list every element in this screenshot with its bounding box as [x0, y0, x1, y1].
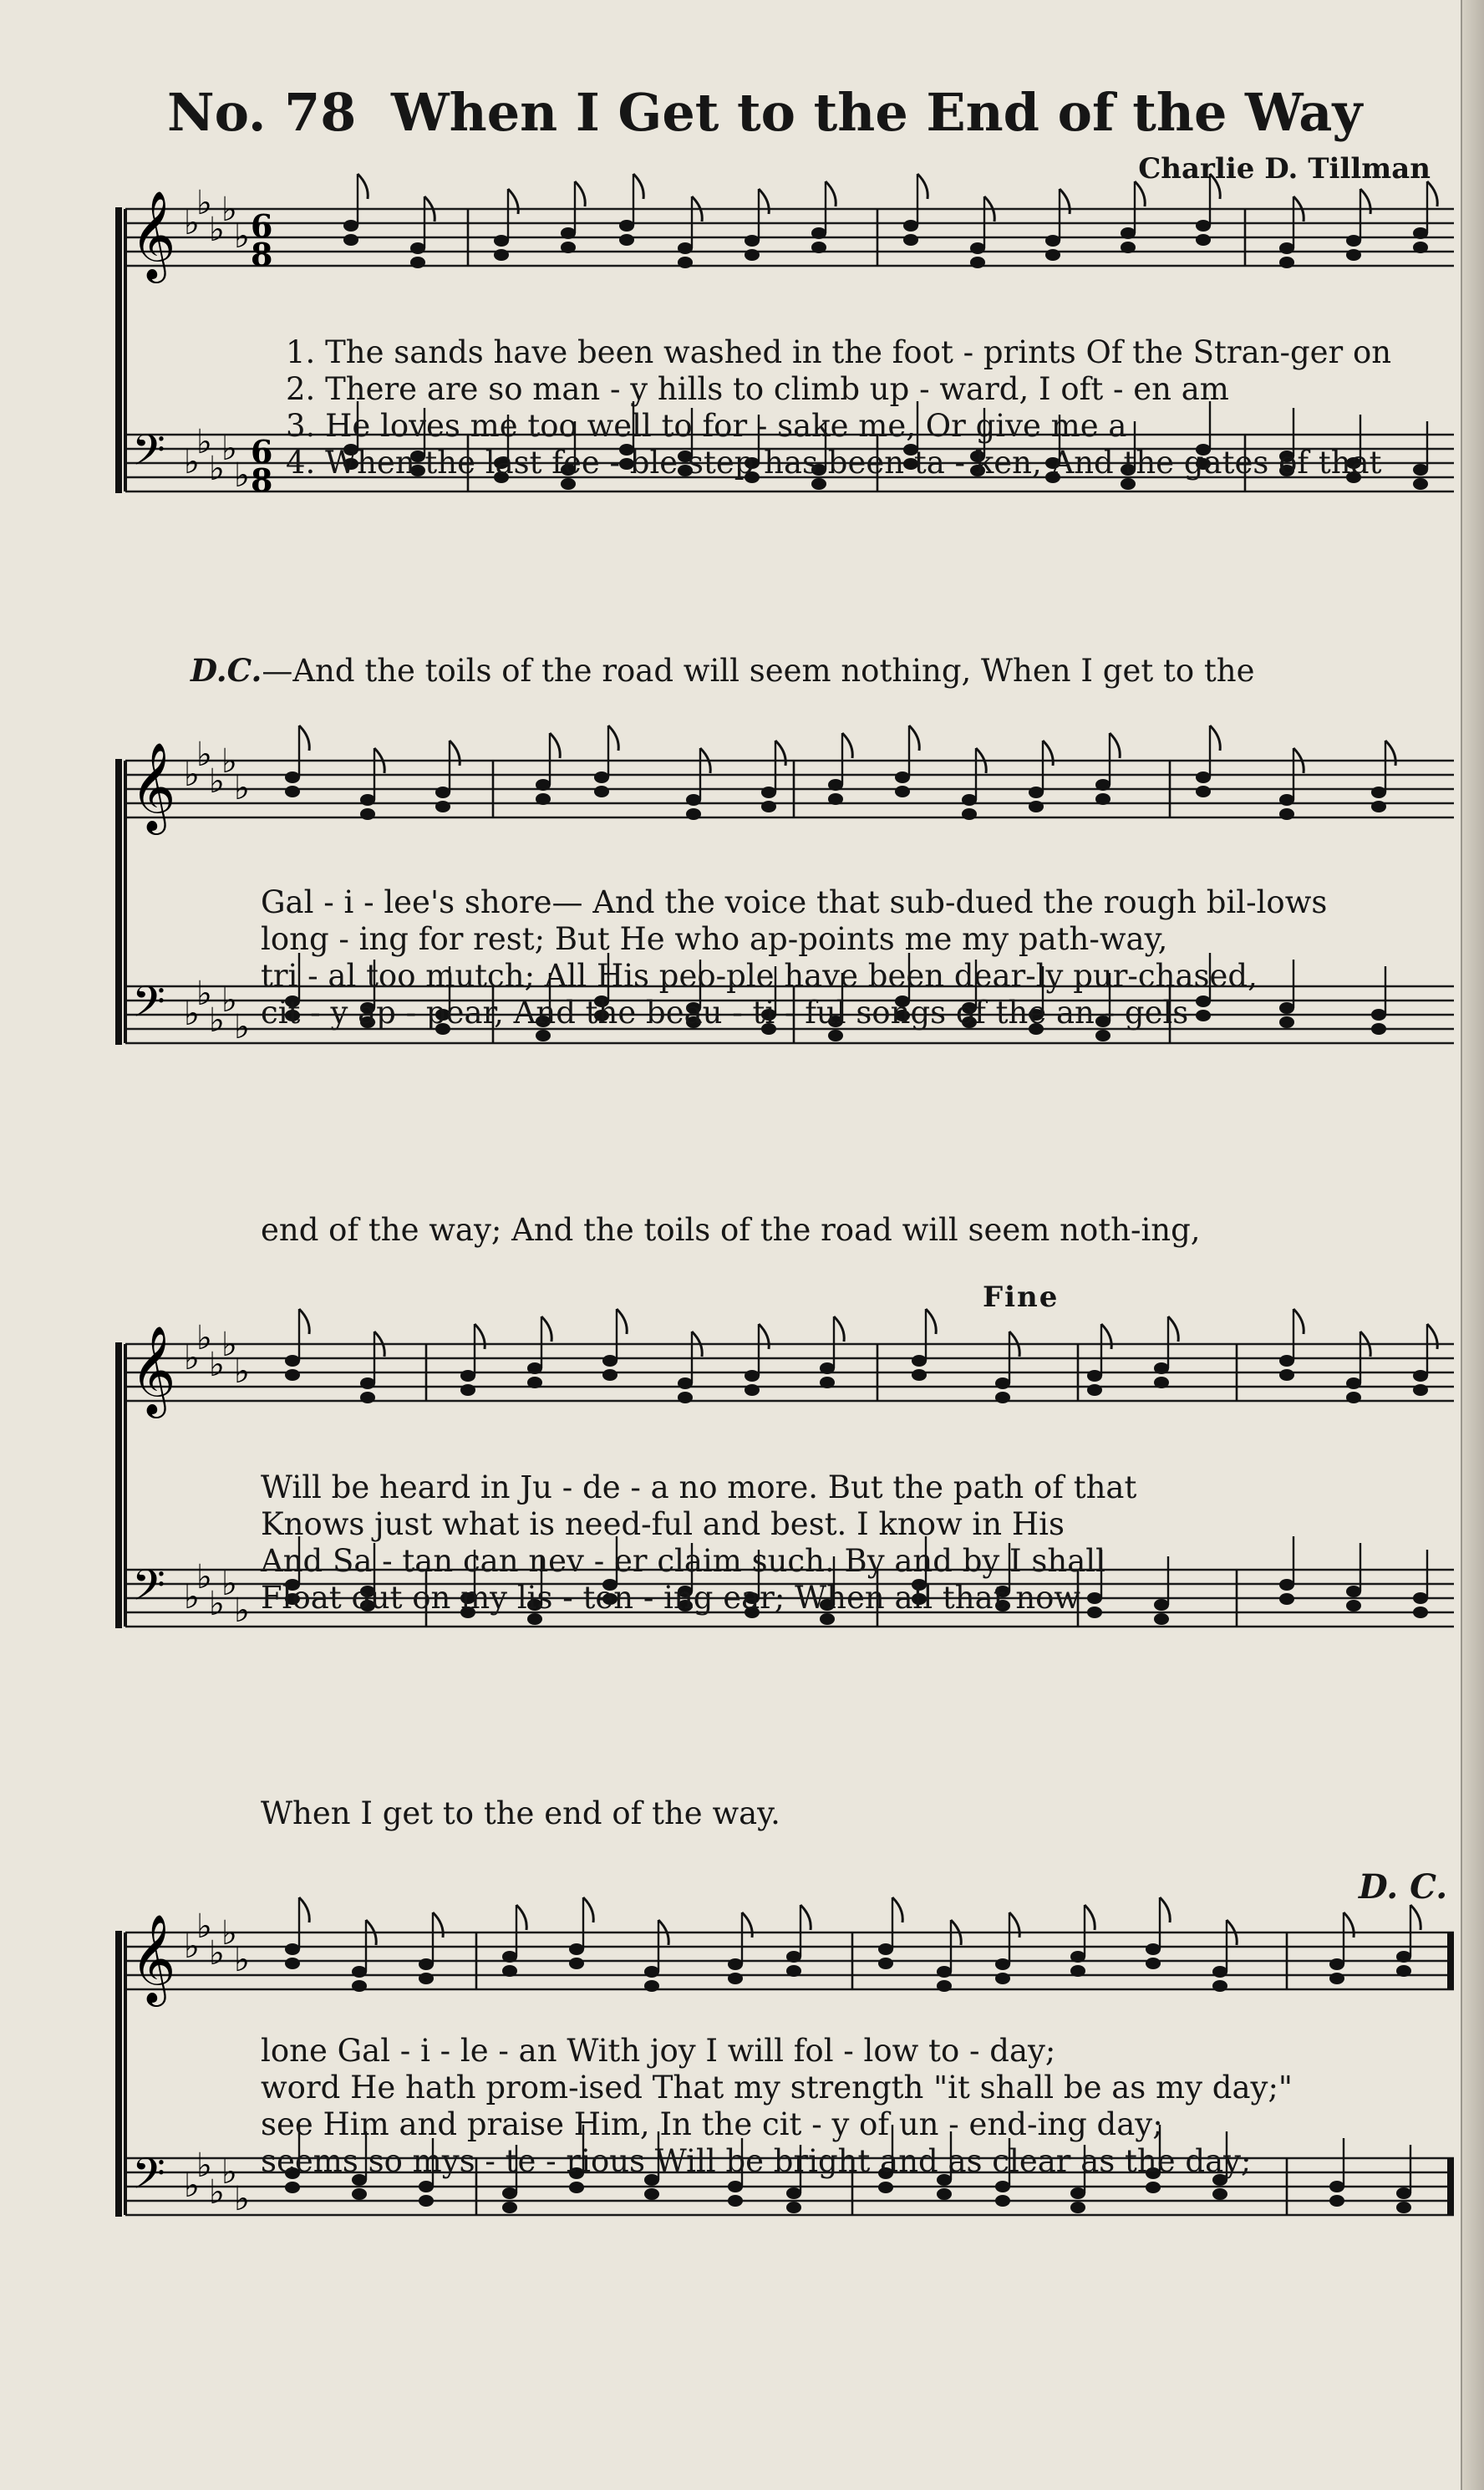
flat-sign: ♭ [184, 995, 200, 1033]
note-flag [583, 1897, 593, 1922]
verse-lyrics-system-4 [261, 2033, 1293, 2180]
notehead [995, 2181, 1010, 2192]
hymn-number: No. 78 [167, 82, 357, 143]
notehead [419, 2181, 434, 2192]
bass-clef: 𝄢 [132, 1560, 165, 1621]
flat-sign: ♭ [209, 211, 225, 249]
notehead [1121, 242, 1136, 253]
flat-sign: ♭ [234, 1941, 250, 1979]
notehead [1346, 249, 1361, 261]
notehead [536, 1030, 551, 1041]
notehead [285, 1369, 300, 1381]
note-flag [1101, 1324, 1111, 1349]
notehead [602, 1355, 617, 1367]
notehead [594, 786, 609, 797]
notehead [1396, 2202, 1411, 2213]
note-flag [633, 174, 643, 199]
note-flag [1160, 1897, 1170, 1922]
notehead [502, 2202, 517, 2213]
notehead [502, 1965, 517, 1977]
lyric-line: Will be heard in Ju - de - a no more. But the path of that [261, 1469, 1137, 1505]
notehead [594, 771, 609, 783]
notehead [1212, 2188, 1227, 2200]
notehead [536, 779, 551, 791]
notehead [1396, 2187, 1411, 2199]
notehead [1095, 793, 1110, 805]
note-flag [1293, 1309, 1304, 1334]
note-flag [1085, 1905, 1095, 1930]
system-bracket [115, 1342, 122, 1628]
note-flag [299, 726, 309, 751]
notehead [1346, 1392, 1361, 1403]
flat-sign: ♭ [196, 1907, 212, 1946]
flat-sign: ♭ [196, 2146, 212, 2185]
system-bracket [115, 207, 122, 493]
flat-sign: ♭ [184, 756, 200, 794]
notehead [1413, 242, 1428, 253]
notehead [419, 2195, 434, 2207]
system-bracket [115, 1931, 122, 2217]
notehead [1371, 1023, 1386, 1035]
notehead [828, 793, 843, 805]
notehead [811, 227, 826, 239]
flat-sign: ♭ [196, 184, 212, 222]
notehead [619, 220, 634, 232]
note-flag [1427, 1324, 1437, 1349]
note-flag [1410, 1905, 1420, 1930]
notehead [1154, 1599, 1169, 1611]
notehead [878, 2182, 893, 2193]
notehead [1279, 242, 1294, 254]
notehead [1371, 801, 1386, 812]
note-flag [541, 1316, 551, 1342]
notehead [1413, 227, 1428, 239]
notehead [1396, 1965, 1411, 1977]
notehead [536, 793, 551, 805]
notehead [360, 794, 375, 806]
notehead [435, 801, 450, 812]
composer-credit: Charlie D. Tillman [1138, 152, 1431, 186]
notehead [360, 1392, 375, 1403]
final-barline [1447, 2158, 1454, 2215]
time-signature: 8 [251, 461, 273, 499]
notehead [728, 1973, 743, 1984]
lyric-line: lone Gal - i - le - an With joy I will fol - low to - day; [261, 2033, 1056, 2069]
note-flag [516, 1905, 526, 1930]
lyric-line: word He hath prom-ised That my strength "it shall be as my day;" [261, 2070, 1293, 2106]
notehead [995, 1392, 1010, 1403]
note-flag [775, 741, 785, 766]
note-flag [1344, 1912, 1354, 1938]
flat-sign: ♭ [184, 2167, 200, 2205]
flat-sign: ♭ [221, 742, 237, 781]
notehead [527, 1377, 542, 1388]
notehead [1329, 2181, 1344, 2192]
notehead [962, 794, 977, 806]
notehead [811, 242, 826, 253]
notehead [460, 1384, 475, 1396]
treble-clef: 𝄞 [130, 190, 176, 279]
lyric-line: And Sa - tan can nev - er claim such. By and by I shall [261, 1543, 1105, 1579]
note-flag [909, 726, 919, 751]
notehead [1196, 234, 1211, 246]
notehead [1346, 1600, 1361, 1612]
time-signature: 6 [251, 207, 273, 245]
bass-lyric-line: end of the way; And the toils of the road will seem noth-ing, [261, 1212, 1201, 1248]
note-flag [892, 1897, 902, 1922]
notehead [352, 1966, 367, 1978]
notehead [912, 1369, 927, 1381]
notehead [1279, 1579, 1294, 1591]
notehead [419, 1958, 434, 1970]
note-flag [475, 1324, 485, 1349]
notehead [937, 2188, 952, 2200]
flat-sign: ♭ [221, 1326, 237, 1364]
notehead [1196, 220, 1211, 232]
notehead [903, 220, 918, 232]
note-flag [1210, 726, 1220, 751]
lyric-line: Knows just what is need-ful and best. I know in His [261, 1506, 1065, 1542]
notehead [678, 257, 693, 268]
note-flag [1043, 741, 1053, 766]
note-flag [1009, 1912, 1019, 1938]
notehead [686, 808, 701, 820]
notehead [1371, 787, 1386, 798]
notehead [1070, 1951, 1085, 1963]
dc-lyric-line [191, 652, 1254, 689]
notehead [678, 1377, 693, 1389]
note-flag [299, 1897, 309, 1922]
notehead [285, 1943, 300, 1955]
notehead [1413, 1370, 1428, 1382]
note-flag [759, 1324, 769, 1349]
notehead [1146, 1958, 1161, 1969]
notehead [1413, 1384, 1428, 1396]
lyric-line: long - ing for rest; But He who ap-points me my path-way, [261, 921, 1168, 957]
notehead [1329, 1973, 1344, 1984]
hymn-title: When I Get to the End of the Way [391, 82, 1363, 143]
notehead [995, 2195, 1010, 2207]
notehead [786, 1951, 801, 1963]
treble-clef: 𝄞 [130, 741, 176, 831]
notehead [995, 1973, 1010, 1984]
note-flag [826, 181, 836, 206]
notehead [352, 2188, 367, 2200]
notehead [786, 1965, 801, 1977]
notehead [569, 1958, 584, 1969]
notehead [494, 249, 509, 261]
notehead [1212, 1966, 1227, 1978]
notehead [878, 1943, 893, 1955]
notehead [820, 1377, 835, 1388]
notehead [903, 234, 918, 246]
flat-sign: ♭ [221, 1565, 237, 1603]
note-flag [917, 174, 928, 199]
notehead [995, 1377, 1010, 1389]
note-flag [1135, 181, 1145, 206]
notehead [1413, 1592, 1428, 1604]
flat-sign: ♭ [221, 981, 237, 1020]
notehead [1095, 779, 1110, 791]
notehead [1121, 227, 1136, 239]
flat-sign: ♭ [234, 1008, 250, 1046]
notehead [970, 242, 985, 254]
notehead [569, 2182, 584, 2193]
flat-sign: ♭ [234, 2180, 250, 2218]
flat-sign: ♭ [196, 975, 212, 1013]
notehead [1029, 787, 1044, 798]
flat-sign: ♭ [184, 1927, 200, 1966]
notehead [962, 808, 977, 820]
flat-sign: ♭ [234, 217, 250, 256]
flat-sign: ♭ [209, 762, 225, 801]
notehead [285, 2182, 300, 2193]
flat-sign: ♭ [234, 1352, 250, 1391]
notehead [1279, 1355, 1294, 1367]
note-flag [1060, 189, 1070, 214]
notehead [410, 257, 425, 268]
notehead [1279, 808, 1294, 820]
notehead [995, 1958, 1010, 1970]
notehead [1087, 1384, 1102, 1396]
notehead [828, 1030, 843, 1041]
time-signature: 6 [251, 433, 273, 471]
lyric-line: 2. There are so man - y hills to climb up - ward, I oft - en am [286, 371, 1229, 407]
notehead [937, 1966, 952, 1978]
notehead [285, 1355, 300, 1367]
notehead [1279, 1593, 1294, 1605]
note-flag [842, 733, 852, 758]
notehead [644, 2188, 659, 2200]
notehead [1279, 1369, 1294, 1381]
notehead [435, 787, 450, 798]
flat-sign: ♭ [221, 1914, 237, 1953]
notehead [1371, 1009, 1386, 1021]
notehead [1070, 2202, 1085, 2213]
lyric-line: Float out on my lis - ten - ing ear; When all that now [261, 1580, 1081, 1616]
notehead [569, 1943, 584, 1955]
note-flag [358, 174, 368, 199]
note-flag [800, 1905, 811, 1930]
treble-clef: 𝄞 [130, 1325, 176, 1414]
notehead [820, 1362, 835, 1374]
note-flag [1427, 181, 1437, 206]
time-signature: 8 [251, 236, 273, 273]
notehead [728, 1958, 743, 1970]
note-flag [1385, 741, 1395, 766]
note-flag [433, 1912, 443, 1938]
bass-lyric-line: —And the toils of the road will seem nothing, When I get to the [262, 653, 1255, 689]
flat-sign: ♭ [221, 430, 237, 468]
note-flag [1360, 189, 1370, 214]
notehead [619, 234, 634, 246]
notehead [1070, 2187, 1085, 2199]
flat-sign: ♭ [184, 1578, 200, 1617]
notehead [360, 808, 375, 820]
bass-clef: 𝄢 [132, 976, 165, 1037]
notehead [678, 1392, 693, 1403]
notehead [912, 1355, 927, 1367]
verse-lyrics-system-3 [261, 1469, 1136, 1617]
flat-sign: ♭ [234, 456, 250, 495]
flat-sign: ♭ [209, 1934, 225, 1973]
notehead [1329, 1958, 1344, 1970]
notehead [745, 235, 760, 247]
notehead [878, 1958, 893, 1969]
notehead [745, 1370, 760, 1382]
notehead [410, 242, 425, 254]
notehead [460, 1370, 475, 1382]
notehead [527, 1362, 542, 1374]
notehead [352, 1980, 367, 1992]
dc-prefix: D.C. [191, 652, 262, 689]
bass-clef: 𝄢 [132, 2148, 165, 2209]
notehead [1070, 1965, 1085, 1977]
note-flag [508, 189, 518, 214]
notehead [285, 786, 300, 797]
note-flag [1110, 733, 1120, 758]
notehead [494, 235, 509, 247]
final-barline [1447, 1932, 1454, 1989]
notehead [1413, 464, 1428, 476]
note-flag [550, 733, 560, 758]
notehead [360, 1377, 375, 1389]
flat-sign: ♭ [209, 1346, 225, 1384]
flat-sign: ♭ [209, 1585, 225, 1623]
note-flag [834, 1316, 844, 1342]
verse-lyrics-system-1 [286, 334, 1391, 481]
lyric-line: tri - al too mutch; All His peo-ple have been dear-ly pur-chased, [261, 958, 1258, 994]
dc-marking: D. C. [1359, 1867, 1448, 1907]
notehead [1196, 786, 1211, 797]
notehead [745, 1384, 760, 1396]
notehead [1413, 1607, 1428, 1618]
note-flag [575, 181, 585, 206]
lyric-line: 1. The sands have been washed in the foot - prints Of the Stran-ger on [286, 334, 1392, 370]
note-flag [926, 1309, 936, 1334]
notehead [1279, 794, 1294, 806]
note-flag [299, 1309, 309, 1334]
note-flag [617, 1309, 627, 1334]
notehead [285, 771, 300, 783]
notehead [644, 1966, 659, 1978]
notehead [343, 220, 358, 232]
notehead [561, 242, 576, 253]
flat-sign: ♭ [209, 1001, 225, 1040]
flat-sign: ♭ [221, 2153, 237, 2192]
notehead [419, 1973, 434, 1984]
notehead [828, 779, 843, 791]
bass-clef: 𝄢 [132, 425, 165, 486]
notehead [1045, 235, 1060, 247]
flat-sign: ♭ [196, 736, 212, 774]
notehead [1279, 257, 1294, 268]
notehead [970, 257, 985, 268]
notehead [502, 1951, 517, 1963]
notehead [1346, 1586, 1361, 1597]
lyric-line: see Him and praise Him, In the cit - y of un - end-ing day; [261, 2106, 1163, 2142]
notehead [285, 1958, 300, 1969]
notehead [1196, 771, 1211, 783]
notehead [786, 2187, 801, 2199]
note-flag [759, 189, 769, 214]
notehead [1146, 1943, 1161, 1955]
bass-lyric-line: When I get to the end of the way. [261, 1795, 780, 1831]
flat-sign: ♭ [184, 204, 200, 242]
notehead [1329, 2195, 1344, 2207]
lyric-line: 3. He loves me too well to for - sake me, Or give me a [286, 408, 1127, 444]
notehead [1029, 801, 1044, 812]
notehead [686, 794, 701, 806]
notehead [1095, 1030, 1110, 1041]
notehead [502, 2187, 517, 2199]
flat-sign: ♭ [234, 1591, 250, 1630]
notehead [343, 234, 358, 246]
notehead [937, 1980, 952, 1992]
notehead [1212, 1980, 1227, 1992]
notehead [895, 786, 910, 797]
notehead [602, 1369, 617, 1381]
note-flag [608, 726, 618, 751]
treble-clef: 𝄞 [130, 1913, 176, 2003]
flat-sign: ♭ [221, 191, 237, 229]
flat-sign: ♭ [209, 2173, 225, 2212]
flat-sign: ♭ [196, 1319, 212, 1357]
lyric-line: seems so mys - te - rious Will be bright and as clear as the day; [261, 2143, 1252, 2179]
flat-sign: ♭ [184, 443, 200, 481]
lyric-line: Gal - i - lee's shore— And the voice that sub-dued the rough bil-lows [261, 884, 1328, 920]
note-flag [1168, 1316, 1178, 1342]
notehead [644, 1980, 659, 1992]
flat-sign: ♭ [196, 423, 212, 461]
lyric-line: 4. When the last fee - ble step has been ta - ken, And the gates of that [286, 445, 1382, 481]
notehead [1146, 2182, 1161, 2193]
notehead [1154, 1377, 1169, 1388]
flat-sign: ♭ [196, 1558, 212, 1596]
notehead [786, 2202, 801, 2213]
notehead [678, 242, 693, 254]
notehead [1346, 235, 1361, 247]
lyric-line: cit - y ap - pear, And the beau - ti - ful songs of the an - gels [261, 995, 1189, 1031]
notehead [1413, 478, 1428, 490]
notehead [728, 2181, 743, 2192]
notehead [561, 227, 576, 239]
note-flag [450, 741, 460, 766]
notehead [745, 249, 760, 261]
notehead [895, 771, 910, 783]
flat-sign: ♭ [184, 1339, 200, 1377]
notehead [728, 2195, 743, 2207]
verse-lyrics-system-2 [261, 884, 1327, 1031]
notehead [761, 801, 776, 812]
fine-marking: Fine [983, 1281, 1060, 1314]
notehead [1346, 1377, 1361, 1389]
notehead [1087, 1370, 1102, 1382]
flat-sign: ♭ [209, 450, 225, 488]
notehead [1045, 249, 1060, 261]
notehead [1154, 1613, 1169, 1625]
note-flag [742, 1912, 752, 1938]
notehead [761, 787, 776, 798]
flat-sign: ♭ [234, 769, 250, 807]
system-bracket [115, 759, 122, 1045]
notehead [1396, 1951, 1411, 1963]
notehead [1154, 1362, 1169, 1374]
